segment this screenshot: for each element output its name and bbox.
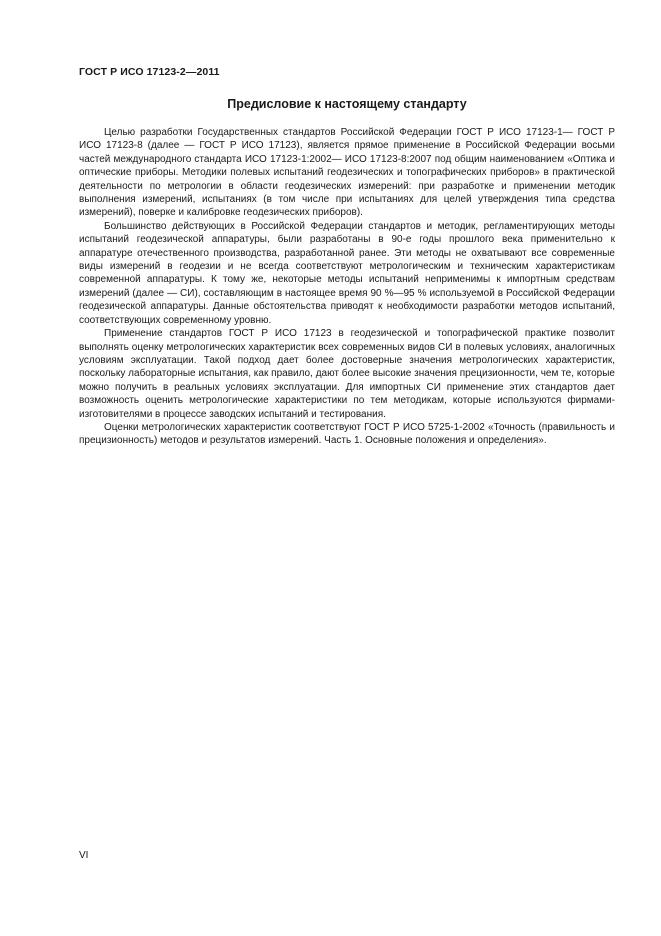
paragraph-2: Большинство действующих в Российской Федерации стандартов и методик, регламентирующих методы испытаний геодезической аппаратуры, были разработаны в 90-е годы прошлого века применительно к аппаратуре отечественного производства, разработанной ранее. Эти методы не охватывают все современные виды измерений в геодезии и не всегда соответствуют метрологическим и техническим характеристикам современной аппаратуры. К тому же, некоторые методы испытаний неприменимы к импортным средствам измерений (далее — СИ), составляющим в настоящее время 90 %—95 % используемой в Российской Федерации геодезической аппаратуры. Данные обстоятельства приводят к необходимости разработки методов испытаний, соответствующих современному уровню.: [79, 220, 615, 326]
paragraph-1: Целью разработки Государственных стандартов Российской Федерации ГОСТ Р ИСО 17123-1— ГОСТ Р ИСО 17123-8 (далее — ГОСТ Р ИСО 17123), является прямое применение в Российской Федерации восьми частей международного стандарта ИСО 17123-1:2002— ИСО 17123-8:2007 под общим наименованием «Оптика и оптические приборы. Методики полевых испытаний геодезических и топографических приборов» в практической деятельности по метрологии в области геодезических измерений: при разработке и применении методик выполнения измерений, испытаниях (в том числе при испытаниях для целей утверждения типа средства измерений), поверке и калибровке геодезических приборов).: [79, 127, 615, 219]
paragraph-4: Оценки метрологических характеристик соответствуют ГОСТ Р ИСО 5725-1-2002 «Точность (правильность и прецизионность) методов и результатов измерений. Часть 1. Основные положения и определения».: [79, 421, 615, 447]
page-number: VI: [79, 850, 89, 861]
document-header: ГОСТ Р ИСО 17123-2—2011: [79, 66, 220, 78]
foreword-body: [79, 126, 615, 448]
paragraph-3: Применение стандартов ГОСТ Р ИСО 17123 в геодезической и топографической практике позволит выполнять оценку метрологических характеристик всех современных видов СИ в полевых условиях, аналогичных условиям эксплуатации. Такой подход дает более достоверные значения метрологических характеристик, поскольку лабораторные испытания, как правило, дают более высокие значения прецизионности, чем те, которые можно получить в реальных условиях эксплуатации. Для импортных СИ применение этих стандартов дает возможность оценить метрологические характеристики по тем методикам, которые используются фирмами-изготовителями в процессе заводских испытаний и тестирования.: [79, 328, 615, 420]
section-title: Предисловие к настоящему стандарту: [227, 97, 467, 111]
